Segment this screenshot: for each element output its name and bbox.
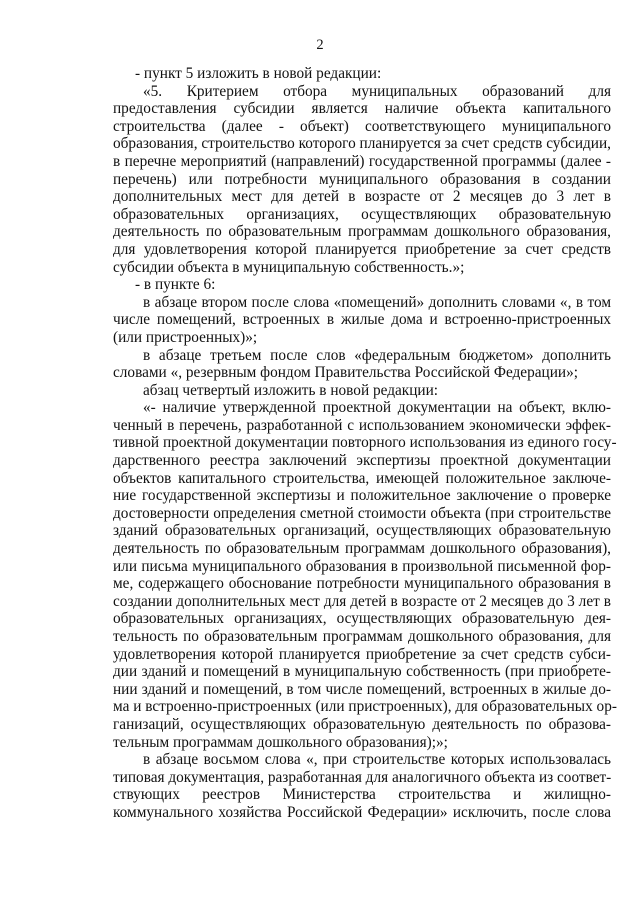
text-line: ствующих реестров Министерства строительства и жилищно- [113, 786, 611, 804]
paragraph [113, 347, 611, 382]
text-line: субсидии объекта в муниципальную собственность.»; [113, 258, 465, 276]
text-line: дарственного реестра заключений экспертизы проектной документации [113, 452, 611, 470]
text-line: типовая документация, разработанная для аналогичного объекта из соответ- [113, 768, 612, 786]
text-line: дии зданий и помещений в муниципальную собственность (при приобрете- [113, 663, 611, 681]
text-line: нии зданий и помещений, в том числе помещений, встроенных в жилые до- [113, 680, 611, 698]
text-line: создании дополнительных мест для детей в возрасте от 2 месяцев до 3 лет в [113, 592, 611, 610]
text-line: тельность по образовательным программам дошкольного образования, для [113, 628, 611, 645]
text-line: (или пристроенных)»; [113, 328, 258, 346]
text-line: образования, строительство которого планируется за счет средств субсидии, [113, 135, 611, 153]
text-line: «5. Критерием отбора муниципальных образований для [143, 82, 611, 100]
text-line: деятельность по образовательным программам дошкольного образования, [113, 223, 611, 241]
text-line: в абзаце третьем после слов «федеральным бюджетом» дополнить [143, 346, 611, 364]
paragraph [113, 276, 611, 294]
text-line: зданий образовательных организаций, осуществляющих образовательную [113, 522, 611, 540]
text-line: образовательных организациях, осуществляющих образовательную [113, 205, 611, 223]
document-body [113, 65, 617, 822]
text-line: строительства (далее - объект) соответствующего муниципального [113, 117, 611, 135]
paragraph [113, 399, 617, 751]
text-line: коммунального хозяйства Российской Федерации» исключить, после слова [113, 803, 611, 821]
text-line: деятельность по образовательным программам дошкольного образования), [113, 540, 611, 558]
text-line: - в пункте 6: [135, 276, 216, 294]
text-line: словами «, резервным фондом Правительства Российской Федерации»; [113, 364, 578, 382]
text-line: ние государственной экспертизы и положительное заключение о проверке [113, 487, 611, 505]
text-line: ганизаций, осуществляющих образовательную деятельность по образова- [113, 715, 611, 733]
text-line: перечень) или потребности муниципального образования в создании [113, 170, 611, 188]
text-line: предоставления субсидии является наличие объекта капитального [113, 100, 611, 118]
text-line: в абзаце восьмом слова «, при строительстве которых использовалась [143, 751, 611, 769]
text-line: ме, содержащего обоснование потребности муниципального образования в [113, 575, 611, 593]
text-line: абзац четвертый изложить в новой редакции: [143, 381, 439, 399]
text-line: дополнительных мест для детей в возрасте от 2 месяцев до 3 лет в [113, 188, 611, 206]
text-line: объектов капитального строительства, имеющей положительное заключе- [113, 469, 611, 487]
text-line: ма и встроенно-пристроенных (или пристроенных), для образовательных ор- [113, 698, 617, 716]
text-line: тельным программам дошкольного образования);»; [113, 733, 448, 751]
text-line: - пункт 5 изложить в новой редакции: [135, 65, 382, 82]
text-line: в абзаце втором после слова «помещений» дополнить словами «, в том [143, 293, 611, 311]
paragraph [113, 294, 611, 347]
text-line: образовательных организациях, осуществляющих образовательную дея- [113, 610, 611, 628]
text-line: удовлетворения которой планируется приобретение за счет средств субси- [113, 645, 611, 663]
text-line: ченный в перечень, разработанной с использованием экономически эффек- [113, 416, 611, 434]
paragraph [113, 65, 611, 83]
text-line: «- наличие утвержденной проектной документации на объект, вклю- [143, 399, 611, 417]
text-line: числе помещений, встроенных в жилые дома и встроенно-пристроенных [113, 311, 611, 329]
page-number: 2 [316, 37, 324, 53]
text-line: достоверности определения сметной стоимости объекта (при строительстве [113, 504, 611, 522]
paragraph [113, 83, 611, 277]
text-line: тивной проектной документации повторного использования из единого госу- [113, 434, 617, 452]
paragraph [113, 382, 611, 400]
text-line: для удовлетворения которой планируется приобретение за счет средств [113, 240, 611, 258]
text-line: в перечне мероприятий (направлений) государственной программы (далее - [113, 152, 611, 170]
text-line: или письма муниципального образования в произвольной письменной фор- [113, 557, 611, 575]
paragraph [113, 751, 611, 821]
